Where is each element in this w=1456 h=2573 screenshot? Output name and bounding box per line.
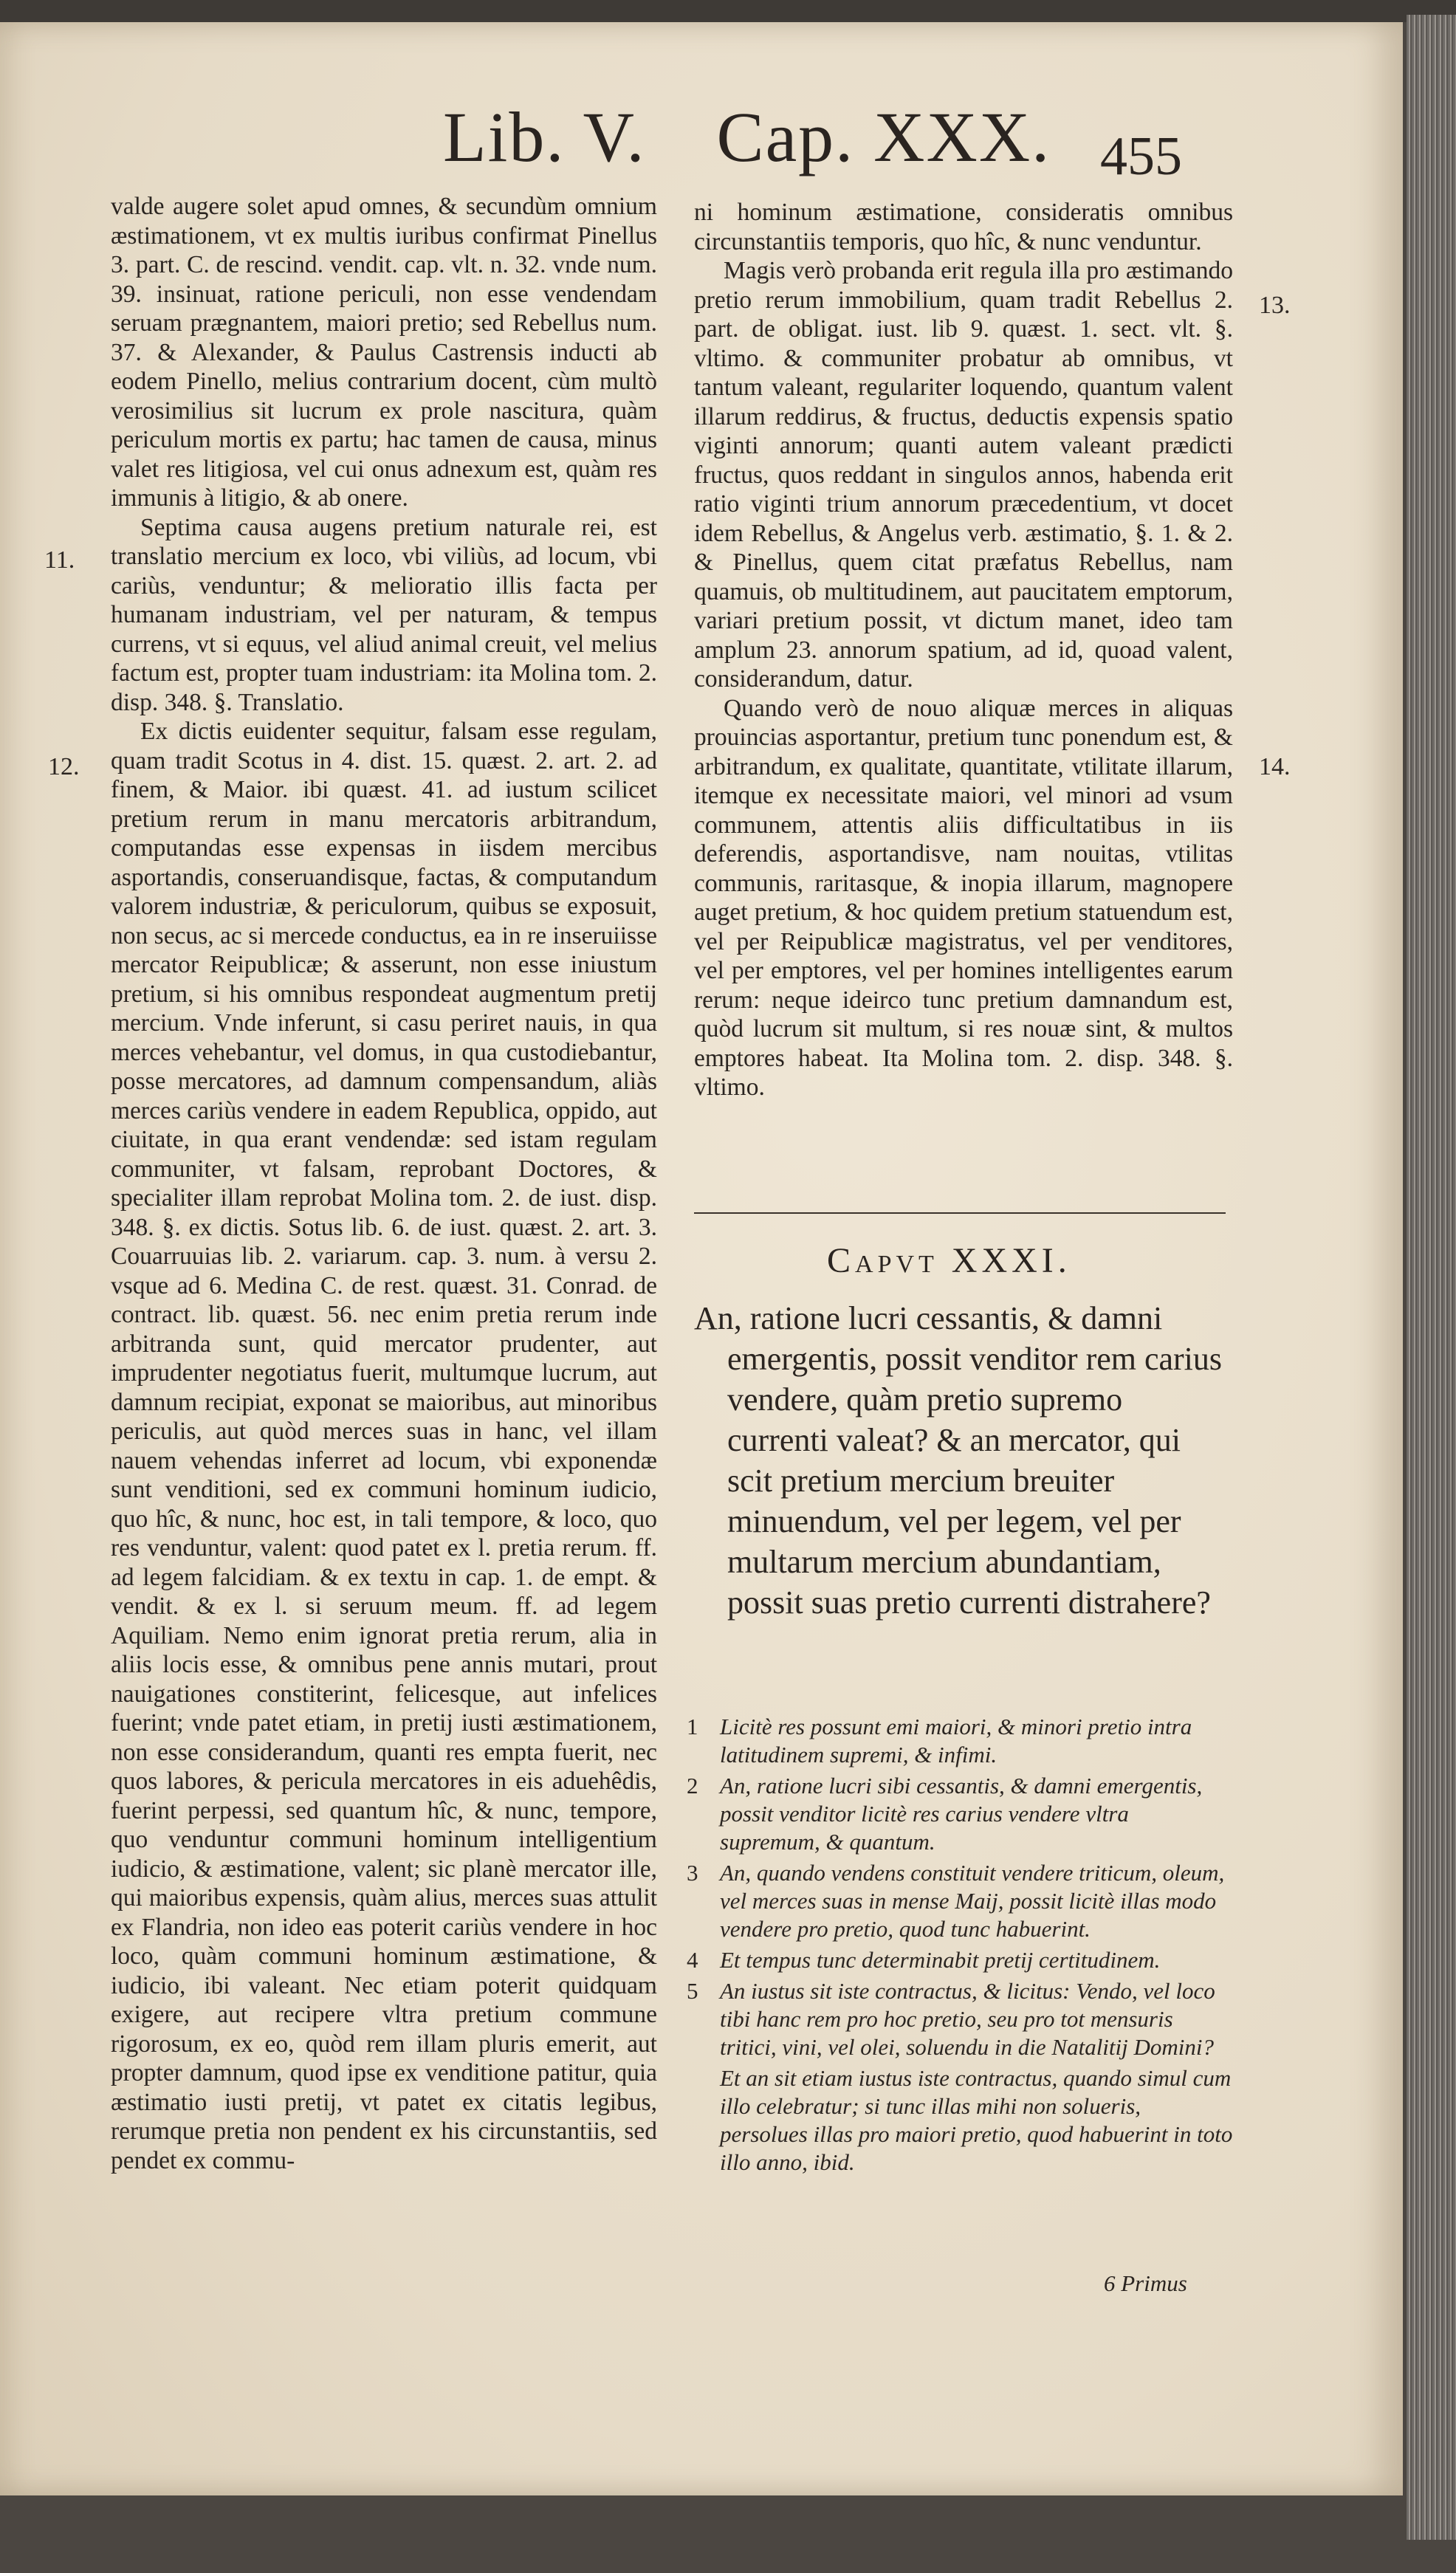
- paragraph: valde augere solet apud omnes, & secundùm omnium æstimationem, vt ex multis iuribus confirmat Pinellus 3. part. C. de rescind. vendit. cap. vlt. n. 32. vnde num. 39. insinuat, ratione periculi, non esse vendendam seruam prægnantem, maiori pretio; sed Rebellus num. 37. & Alexander, & Paulus Castrensis inducti ab eodem Pinello, melius contrarium docent, cùm multò verosimilius sit lucrum ex prole nascitura, quàm periculum mortis ex partu; hac tamen de causa, minus valet res litigiosa, vel cui onus adnexum est, quàm res immunis à litigio, & ab onere.: [111, 193, 657, 512]
- summary-text: Et an sit etiam iustus iste contractus, quando simul cum illo celebratur; si tunc illas mihi non solueris, persolues illas pro maiori pretio, quod habuerint in toto illo anno, ibid.: [720, 2065, 1233, 2175]
- paragraph: Quando verò de nouo aliquæ merces in aliquas prouincias asportantur, pretium tunc ponendum est, & arbitrandum, ex qualitate, quantitate, vtilitate illarum, itemque ex necessitate maiori, vel minori ad vsum communem, attentis aliis difficultatibus in iis deferendis, asportandisve, nam nouitas, vtilitas communis, raritasque, & inopia illarum, magnopere auget pretium, & hoc quidem pretium statuendum est, vel per Reipublicæ magistratus, vel per venditores, vel per emptores, vel per homines intelligentes earum rerum: neque ideirco tunc pretium damnandum est, quòd lucrum sit multum, si res nouæ sint, & multos emptores habeat. Ita Molina tom. 2. disp. 348. §. vltimo.: [694, 694, 1233, 1101]
- margin-number: 14.: [1259, 753, 1291, 780]
- catchword: 6 Primus: [1104, 2270, 1187, 2296]
- margin-number: 13.: [1259, 292, 1291, 319]
- summary-item: [687, 2064, 1233, 2177]
- summary-number: 2: [687, 1773, 698, 1799]
- summary-item: [687, 1713, 1233, 1769]
- summary-item: [687, 1946, 1233, 1974]
- right-column: [694, 198, 1233, 1102]
- summary-number: [687, 2064, 720, 2177]
- page-number: 455: [1100, 126, 1182, 187]
- divider-rule: [694, 1212, 1226, 1214]
- question-first-line: An, ratione lucri cessantis, & damni: [694, 1300, 1163, 1336]
- summary-text: Licitè res possunt emi maiori, & minori pretio intra latitudinem supremi, & infimi.: [720, 1714, 1192, 1768]
- summary-number: 1: [687, 1714, 698, 1739]
- summary-text: Et tempus tunc determinabit pretij certitudinem.: [720, 1947, 1161, 1973]
- summary-item: [687, 1859, 1233, 1943]
- left-column: [111, 192, 657, 2175]
- summary-number: 3: [687, 1860, 698, 1886]
- summary-number: 5: [687, 1978, 698, 2004]
- chapter-label: Cap. XXX.: [716, 97, 1051, 176]
- summary-item: [687, 1977, 1233, 2061]
- summary-text: An, quando vendens constituit vendere triticum, oleum, vel merces suas in mense Maij, possit licitè illas modo vendere pro pretio, quod tunc habuerint.: [720, 1860, 1225, 1942]
- paragraph: Ex dictis euidenter sequitur, falsam esse regulam, quam tradit Scotus in 4. dist. 15. quæst. 2. art. 2. ad finem, & Maior. ibi quæst. 41. ad iustum scilicet pretium rerum in manu mercatoris arbitrandum, computandas esse expensas in iisdem mercibus asportandis, conseruandisque, factas, & computandum valorem industriæ, & periculorum, quibus se exposuit, non secus, ac si mercede conductus, ea in re inseruiisse mercator Reipublicæ; & asserunt, non esse iniustum pretium, si his omnibus respondeat augmentum pretij mercium. Vnde inferunt, si casu periret nauis, in qua merces vehebantur, vel domus, in qua custodiebantur, posse mercatores, ad damnum compensandum, aliàs merces cariùs vendere in eadem Republica, oppido, aut ciuitate, in qua erant vendendæ: sed istam regulam communiter, vt falsam, reprobant Doctores, & specialiter illam reprobat Molina tom. 2. de iust. disp. 348. §. ex dictis. Sotus lib. 6. de iust. quæst. 2. art. 3. Couarruuias lib. 2. variarum. cap. 3. num. à versu 2. vsque ad 6. Medina C. de rest. quæst. 31. Conrad. de contract. lib. quæst. 56. nec enim pretia rerum inde arbitranda sunt, quid mercator prudenter, aut imprudenter negotiatus fuerit, multumque lucrum, aut damnum recipiat, exponat se maioribus, aut minoribus periculis, aut quòd merces suas in hanc, vel illam nauem vehendas inferret ad locum, vbi exponendæ sunt venditioni, sed ex communi hominum iudicio, quo hîc, & nunc, hoc est, in tali tempore, & loco, quo res venduntur, valent: quod patet ex l. pretia rerum. ff. ad legem falcidiam. & ex textu in cap. 1. de empt. & vendit. & ex l. si seruum meum. ff. ad legem Aquiliam. Nemo enim ignorat pretia rerum, alia in aliis locis esse, & omnibus pene annis mutari, prout nauigationes constiterint, felicesque, aut infelices fuerint; vnde patet etiam, in pretij iusti æstimationem, non esse considerandum, quanti res empta fuerit, nec quos labores, & pericula mercatores in eis aduehêdis, fuerint perpessi, sed quantum hîc, & nunc, tempore, quo venduntur communi hominum intelligentium iudicio, & æstimatione, valent; sic planè mercator ille, qui maioribus expensis, quàm alius, merces suas attulit ex Flandria, non ideo eas poterit cariùs vendere in hoc loco, quàm communi hominum æstimatione, & iudicio, ibi valeant. Nec etiam poterit quidquam exigere, aut recipere vltra pretium commune rigorosum, ex eo, quòd rem illam pluris emerit, aut propter damnum, quod ipse ex venditione patitur, quia æstimatio iusti pretij, vt patet ex citatis legibus, rerumque pretia non pendent ex his circunstantiis, sed pendet ex commu-: [111, 718, 657, 2174]
- summary-text: An, ratione lucri sibi cessantis, & damni emergentis, possit venditor licitè res carius vendere vltra supremum, & quantum.: [720, 1773, 1203, 1855]
- summary-item: [687, 1772, 1233, 1856]
- top-background: [0, 0, 1456, 22]
- paragraph: Septima causa augens pretium naturale rei, est translatio mercium ex loco, vbi viliùs, ad locum, vbi cariùs, venduntur; & melioratio illis facta per humanam industriam, vel per naturam, & tempus currens, vt si equus, vel aliud animal creuit, vel melius factum est, propter tuam industriam: ita Molina tom. 2. disp. 348. §. Translatio.: [111, 513, 657, 716]
- summary-list: [687, 1713, 1233, 2179]
- summary-text: An iustus sit iste contractus, & licitus: Vendo, vel loco tibi hanc rem pro hoc pretio, seu pro tot mensuris tritici, vini, vel olei, soluendu in die Natalitij Domini?: [720, 1978, 1215, 2060]
- book-label: Lib. V.: [443, 97, 646, 176]
- page-edges: [1407, 15, 1456, 2540]
- summary-number: 4: [687, 1947, 698, 1973]
- paragraph: Magis verò probanda erit regula illa pro æstimando pretio rerum immobilium, quam tradit Rebellus 2. part. de obligat. iust. lib 9. quæst. 1. sect. vlt. §. vltimo. & communiter probatur ab omnibus, vt tantum valeant, regulariter loquendo, quantum valent illarum reddirus, & fructus, deductis expensis spatio viginti annorum; quanti autem valeant prædicti fructus, quos reddant in singulos annos, habenda erit ratio viginti trium annorum præcedentium, vt docet idem Rebellus, & Angelus verb. æstimatio, §. 1. & 2. & Pinellus, quem citat præfatus Rebellus, nam quamuis, ob multitudinem, aut paucitatem emptorum, variari pretium possit, vt dictum manet, ideo tam amplum 23. annorum spatium, ad id, quoad valent, considerandum, datur.: [694, 257, 1233, 693]
- chapter-heading: Capvt XXXI.: [827, 1241, 1071, 1280]
- running-header: [443, 96, 1102, 178]
- margin-number: 12.: [48, 753, 80, 780]
- paragraph: ni hominum æstimatione, consideratis omnibus circunstantiis temporis, quo hîc, & nunc venduntur.: [694, 199, 1233, 255]
- question-rest: emergentis, possit venditor rem carius vendere, quàm pretio supremo currenti valeat? & an mercator, qui scit pretium mercium breuiter minuendum, vel per legem, vel per multarum mercium abundantiam, possit suas pretio currenti distrahere?: [727, 1341, 1223, 1621]
- chapter-question: [694, 1298, 1226, 1623]
- margin-number: 11.: [44, 546, 75, 574]
